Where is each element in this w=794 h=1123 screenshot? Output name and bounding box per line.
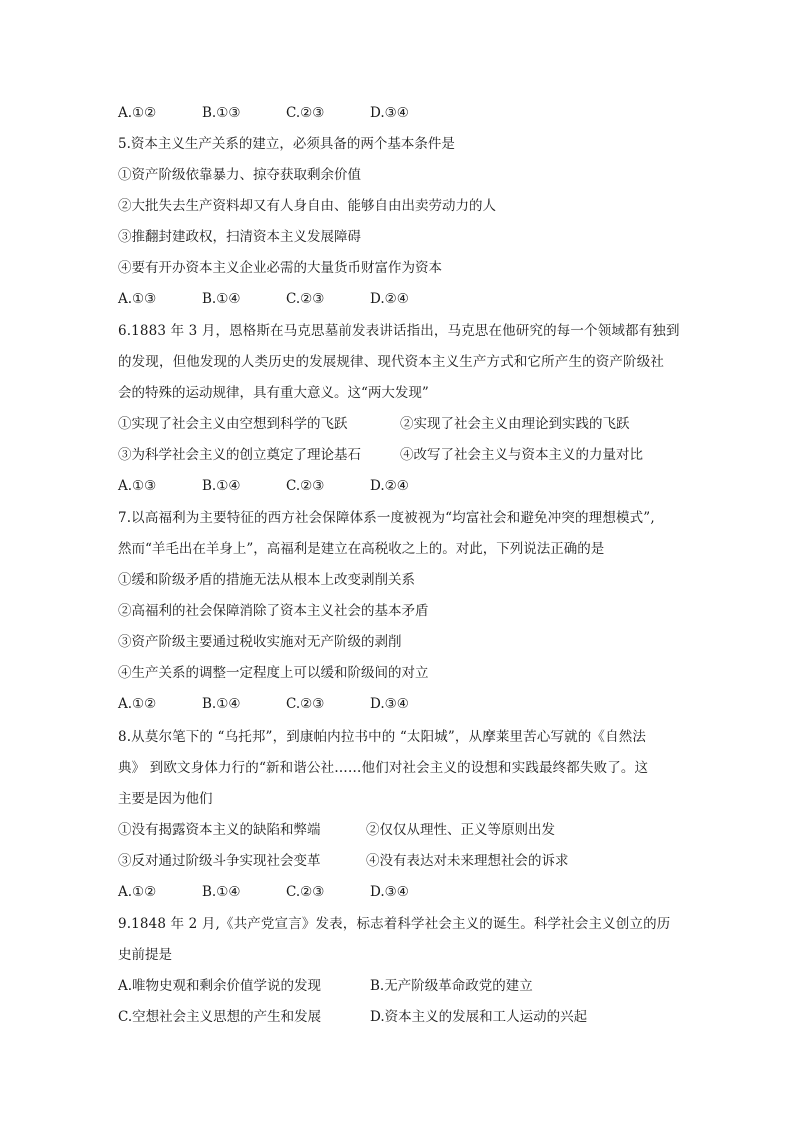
q7-option-b[interactable]: B.①④: [202, 696, 241, 712]
q8-option-a[interactable]: A.①②: [118, 884, 157, 900]
q8-stem-line-1: 8.从莫尔笔下的 “乌托邦”，到康帕内拉书中的 “太阳城”，从摩莱里苦心写就的《自然法: [118, 729, 647, 745]
q5-option-c[interactable]: C.②③: [286, 291, 325, 307]
q8-statement-4: ④没有表达对未来理想社会的诉求: [366, 853, 569, 869]
q6-option-a[interactable]: A.①③: [118, 478, 157, 494]
q9-choice-d[interactable]: D.资本主义的发展和工人运动的兴起: [370, 1009, 588, 1025]
q5-statement-2: ②大批失去生产资料却又有人身自由、能够自由出卖劳动力的人: [118, 198, 496, 214]
q9-stem-line-1: 9.1848 年 2 月,《共产党宣言》发表，标志着科学社会主义的诞生。科学社会主义创立的历: [118, 916, 671, 932]
q8-stem-line-3: 主要是因为他们: [118, 791, 213, 807]
q7-option-a[interactable]: A.①②: [118, 696, 157, 712]
q5-option-a[interactable]: A.①③: [118, 291, 157, 307]
q7-stem-line-1: 7.以高福利为主要特征的西方社会保障体系一度被视为“均富社会和避免冲突的理想模式”,: [118, 510, 655, 526]
q5-statement-3: ③推翻封建政权，扫清资本主义发展障碍: [118, 229, 361, 245]
q6-statement-3: ③为科学社会主义的创立奠定了理论基石: [118, 447, 361, 463]
q5-option-d[interactable]: D.②④: [370, 291, 409, 307]
q6-stem-line-1: 6.1883 年 3 月，恩格斯在马克思墓前发表讲话指出，马克思在他研究的每一个领域都有独到: [118, 323, 680, 339]
q8-stem-line-2: 典》 到欧文身体力行的“新和谐公社……他们对社会主义的设想和实践最终都失败了。这: [118, 760, 649, 776]
q8-statement-1: ①没有揭露资本主义的缺陷和弊端: [118, 822, 321, 838]
q9-choice-b[interactable]: B.无产阶级革命政党的建立: [370, 978, 533, 994]
q8-option-c[interactable]: C.②③: [286, 884, 325, 900]
q7-statement-2: ②高福利的社会保障消除了资本主义社会的基本矛盾: [118, 603, 429, 619]
q9-choice-a[interactable]: A.唯物史观和剩余价值学说的发现: [118, 978, 322, 994]
q5-statement-1: ①资产阶级依靠暴力、掠夺获取剩余价值: [118, 167, 361, 183]
q8-option-d[interactable]: D.③④: [370, 884, 409, 900]
q6-statement-2: ②实现了社会主义由理论到实践的飞跃: [400, 416, 630, 432]
q7-stem-line-2: 然而“羊毛出在羊身上”，高福利是建立在高税收之上的。对此，下列说法正确的是: [118, 541, 605, 557]
q6-option-c[interactable]: C.②③: [286, 478, 325, 494]
q4-option-a[interactable]: A.①②: [118, 105, 157, 121]
q6-option-d[interactable]: D.②④: [370, 478, 409, 494]
q7-option-c[interactable]: C.②③: [286, 696, 325, 712]
q6-option-b[interactable]: B.①④: [202, 478, 241, 494]
q4-option-b[interactable]: B.①③: [202, 105, 241, 121]
q6-stem-line-3: 会的特殊的运动规律，具有重大意义。这“两大发现”: [118, 385, 429, 401]
q5-statement-4: ④要有开办资本主义企业必需的大量货币财富作为资本: [118, 260, 442, 276]
q7-statement-3: ③资产阶级主要通过税收实施对无产阶级的剥削: [118, 634, 402, 650]
q6-statement-1: ①实现了社会主义由空想到科学的飞跃: [118, 416, 348, 432]
q5-stem: 5.资本主义生产关系的建立，必须具备的两个基本条件是: [118, 136, 455, 152]
q6-stem-line-2: 的发现，但他发现的人类历史的发展规律、现代资本主义生产方式和它所产生的资产阶级社: [118, 354, 664, 370]
q9-stem-line-2: 史前提是: [118, 947, 172, 963]
q8-statement-3: ③反对通过阶级斗争实现社会变革: [118, 853, 321, 869]
q7-statement-4: ④生产关系的调整一定程度上可以缓和阶级间的对立: [118, 665, 429, 681]
q9-choice-c[interactable]: C.空想社会主义思想的产生和发展: [118, 1009, 322, 1025]
q8-option-b[interactable]: B.①④: [202, 884, 241, 900]
q4-option-c[interactable]: C.②③: [286, 105, 325, 121]
q6-statement-4: ④改写了社会主义与资本主义的力量对比: [400, 447, 643, 463]
q7-statement-1: ①缓和阶级矛盾的措施无法从根本上改变剥削关系: [118, 572, 415, 588]
q4-option-d[interactable]: D.③④: [370, 105, 409, 121]
q5-option-b[interactable]: B.①④: [202, 291, 241, 307]
q8-statement-2: ②仅仅从理性、正义等原则出发: [366, 822, 555, 838]
q7-option-d[interactable]: D.③④: [370, 696, 409, 712]
